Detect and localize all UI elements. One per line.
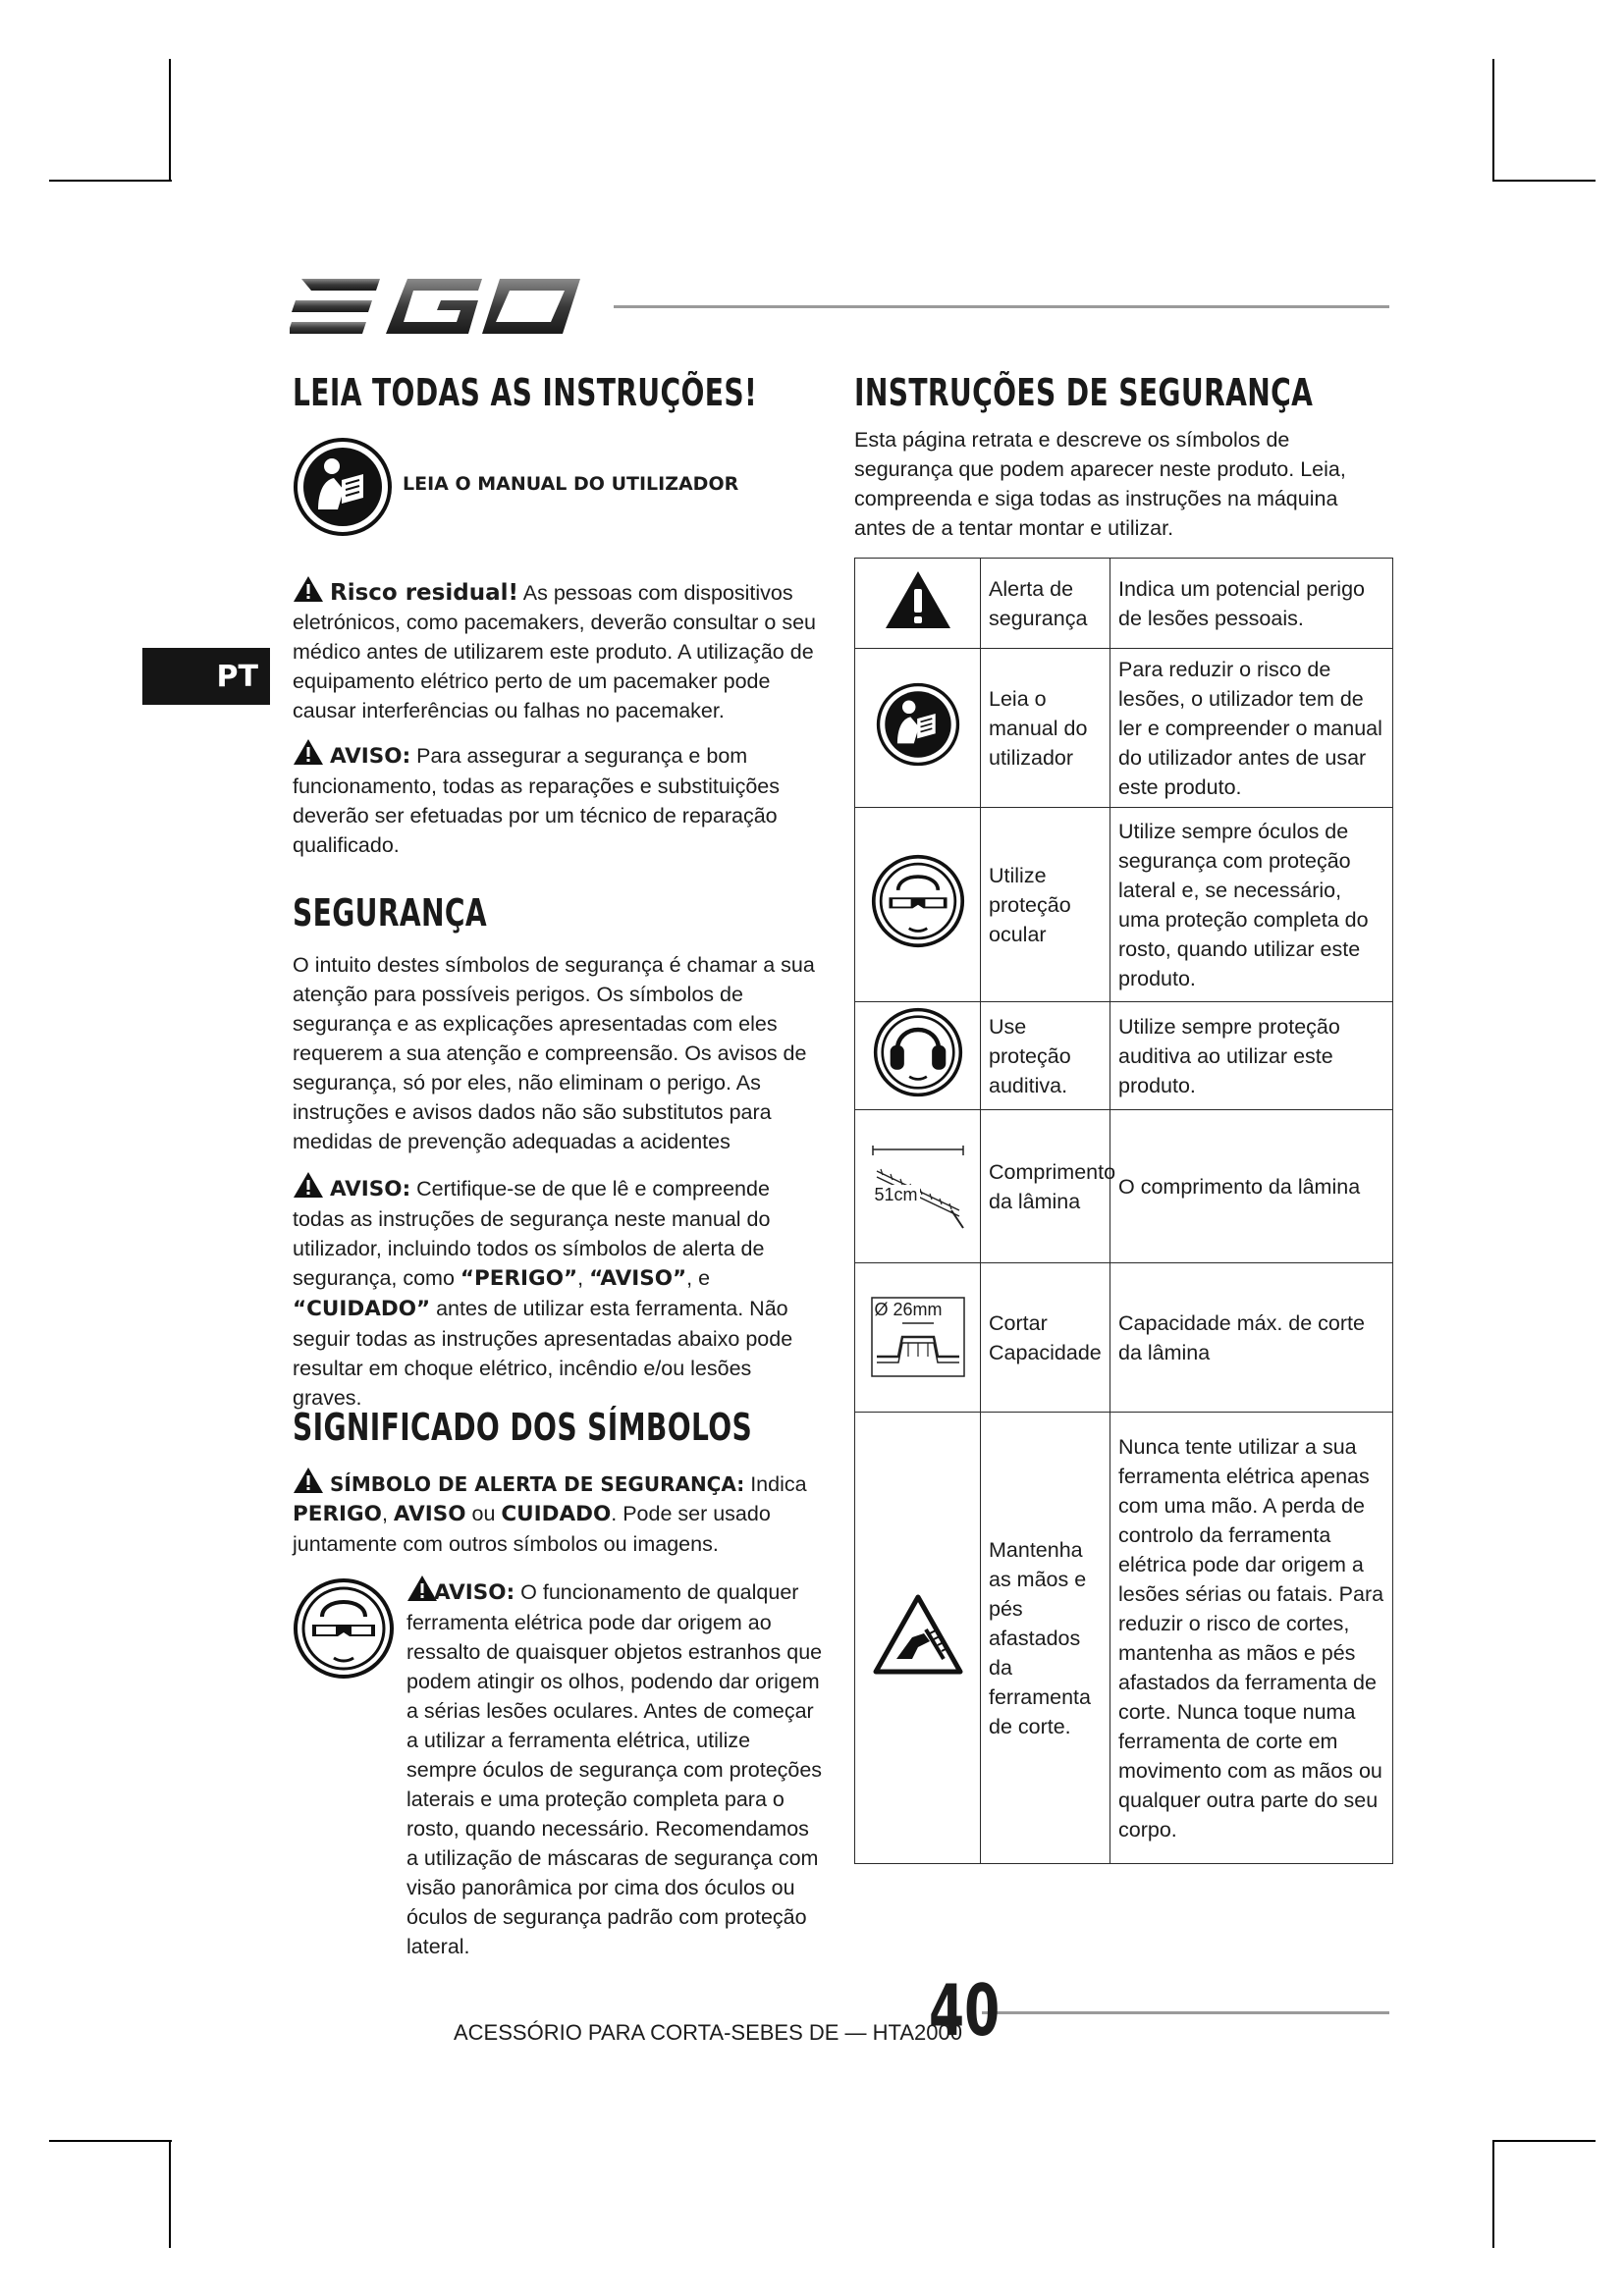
- warning-triangle-icon: [293, 575, 324, 603]
- separator: ou: [471, 1502, 496, 1525]
- safety-paragraph: O intuito destes símbolos de segurança é chamar a sua atenção para possíveis perigos. Os símbolos de segurança e as explicações apresentadas com eles requerem a sua atenção e compreensão. Os avisos de segurança, só por eles, não eliminam o perigo. As instruções e avisos dados não são substitutos para medidas de prevenção adequadas a acidentes: [293, 953, 815, 1153]
- table-cell-icon: [855, 1110, 981, 1263]
- residual-risk-text: As pessoas com dispositivos eletrónicos, como pacemakers, deverão consultar o seu médico antes de utilizarem este produto. A utilização de equipamento elétrico perto de um pacemaker pode causar interferências ou falhas no pacemaker.: [293, 581, 816, 722]
- table-cell-name: Comprimento da lâmina: [981, 1110, 1110, 1263]
- heading-symbols: SIGNIFICADO DOS SÍMBOLOS: [293, 1406, 753, 1449]
- table-row: [855, 1263, 1393, 1413]
- warning-eye-text: O funcionamento de qualquer ferramenta elétrica pode dar origem ao ressalto de quaisquer objetos estranhos que podem atingir os olhos, podendo dar origem a sérias lesões oculares. Antes de começar a utilizar a ferramenta elétrica, utilize sempre óculos de segurança com proteções laterais e uma proteção completa para o rosto, quando necessário. Recomendamos a utilização de máscaras de segurança com visão panorâmica por cima dos óculos ou óculos de segurança padrão com proteção lateral.: [406, 1580, 823, 1958]
- table-cell-meaning: Para reduzir o risco de lesões, o utilizador tem de ler e compreender o manual do utilizador antes de usar este produto.: [1110, 649, 1393, 808]
- eye-protection-icon: [293, 1577, 395, 1680]
- warning-repairs-text: Para assegurar a segurança e bom funcionamento, todas as reparações e substituições deverão ser efetuadas por um técnico de reparação qualificado.: [293, 744, 780, 857]
- table-cell-meaning: Utilize sempre proteção auditiva ao utilizar este produto.: [1110, 1002, 1393, 1110]
- table-cell-meaning: O comprimento da lâmina: [1110, 1110, 1393, 1263]
- separator: ,: [577, 1266, 584, 1290]
- table-cell-icon: [855, 649, 981, 808]
- warning-eye-title: AVISO:: [433, 1580, 515, 1605]
- warning-repairs-title: AVISO:: [329, 744, 411, 769]
- alert-symbol-text-b: . Pode ser usado juntamente com outros símbolos ou imagens.: [293, 1502, 771, 1556]
- table-cell-icon: [855, 1413, 981, 1864]
- table-cell-name: Use proteção auditiva.: [981, 1002, 1110, 1110]
- table-row: [855, 1413, 1393, 1864]
- safety-alert-icon: [884, 569, 952, 630]
- table-cell-name: Cortar Capacidade: [981, 1263, 1110, 1413]
- word-perigo: “PERIGO”: [460, 1266, 578, 1291]
- warning-triangle-icon: [293, 1171, 324, 1199]
- warning-triangle-icon: [293, 1467, 324, 1494]
- crop-mark-bottom-left-v: [169, 2140, 171, 2248]
- crop-mark-top-right-v: [1492, 59, 1494, 182]
- table-cell-icon: [855, 1002, 981, 1110]
- separator: ,: [381, 1502, 388, 1525]
- word-cuidado: “CUIDADO”: [293, 1297, 431, 1321]
- alert-symbol-text-a: Indica: [750, 1472, 807, 1496]
- table-cell-icon: [855, 559, 981, 649]
- symbols-table: [854, 558, 1393, 1864]
- eye-protection-icon: [871, 854, 965, 948]
- table-row: [855, 808, 1393, 1002]
- heading-safety: SEGURANÇA: [293, 891, 488, 934]
- heading-read-instructions: LEIA TODAS AS INSTRUÇÕES!: [293, 371, 758, 414]
- page-number: 40: [929, 1969, 1001, 2052]
- residual-risk-paragraph: [293, 575, 823, 725]
- table-cell-icon: [855, 808, 981, 1002]
- language-tab: PT: [142, 648, 270, 705]
- warning-read-all-text-a: Certifique-se de que lê e compreende todas as instruções de segurança neste manual do utilizador, incluindo todos os símbolos de alerta de segurança, como: [293, 1177, 771, 1290]
- table-cell-meaning: Nunca tente utilizar a sua ferramenta elétrica apenas com uma mão. A perda de controlo da ferramenta elétrica pode dar origem a lesões sérias ou fatais. Para reduzir o risco de cortes, mantenha as mãos e pés afastados da ferramenta de corte. Nunca toque numa ferramenta de corte em movimento com as mãos ou qualquer outra parte do seu corpo.: [1110, 1413, 1393, 1864]
- crop-mark-top-left-v: [169, 59, 171, 182]
- safety-intro: Esta página retrata e descreve os símbolos de segurança que podem aparecer neste produto. Leia, compreenda e siga todas as instruções na máquina antes de a tentar montar e utilizar.: [854, 428, 1346, 540]
- warning-read-all-text-b: antes de utilizar esta ferramenta. Não seguir todas as instruções apresentadas abaixo pode resultar em choque elétrico, incêndio e/ou lesões graves.: [293, 1297, 793, 1410]
- heading-safety-instructions: INSTRUÇÕES DE SEGURANÇA: [854, 371, 1314, 414]
- table-row: [855, 1002, 1393, 1110]
- crop-mark-top-right-h: [1492, 180, 1596, 182]
- read-manual-icon: [293, 437, 393, 537]
- keep-hands-away-icon: [873, 1594, 963, 1675]
- table-row: [855, 559, 1393, 649]
- footer-rule: [982, 2011, 1389, 2014]
- table-row: [855, 649, 1393, 808]
- warning-read-all-title: AVISO:: [329, 1177, 411, 1201]
- blade-length-icon: [869, 1142, 967, 1232]
- crop-mark-bottom-right-h: [1492, 2140, 1596, 2142]
- crop-mark-top-left-h: [49, 180, 172, 182]
- alert-symbol-title: SÍMBOLO DE ALERTA DE SEGURANÇA:: [329, 1472, 745, 1496]
- separator: , e: [686, 1266, 711, 1290]
- alert-symbol-paragraph: [293, 1467, 823, 1559]
- table-cell-meaning: Utilize sempre óculos de segurança com proteção lateral e, se necessário, uma proteção completa do rosto, quando utilizar este produto.: [1110, 808, 1393, 1002]
- table-cell-name: Leia o manual do utilizador: [981, 649, 1110, 808]
- crop-mark-bottom-right-v: [1492, 2140, 1494, 2248]
- word-cuidado: CUIDADO: [501, 1502, 612, 1526]
- table-cell-name: Utilize proteção ocular: [981, 808, 1110, 1002]
- residual-risk-title: Risco residual!: [329, 580, 518, 606]
- read-manual-icon: [876, 682, 960, 767]
- header-rule: [614, 305, 1389, 308]
- word-perigo: PERIGO: [293, 1502, 382, 1526]
- blade-length-value: 51cm: [874, 1184, 918, 1204]
- word-aviso: AVISO: [393, 1502, 466, 1526]
- footer-product-name: ACESSÓRIO PARA CORTA-SEBES DE — HTA2000: [454, 2020, 962, 2045]
- table-row: [855, 1110, 1393, 1263]
- table-cell-icon: [855, 1263, 981, 1413]
- table-cell-name: Mantenha as mãos e pés afastados da ferramenta de corte.: [981, 1413, 1110, 1864]
- table-cell-name: Alerta de segurança: [981, 559, 1110, 649]
- hearing-protection-icon: [873, 1007, 963, 1097]
- word-aviso: “AVISO”: [589, 1266, 687, 1291]
- read-manual-label: LEIA O MANUAL DO UTILIZADOR: [403, 473, 739, 495]
- table-cell-meaning: Indica um potencial perigo de lesões pessoais.: [1110, 559, 1393, 649]
- warning-eye-paragraph: [406, 1575, 824, 1961]
- table-cell-meaning: Capacidade máx. de corte da lâmina: [1110, 1263, 1393, 1413]
- ego-logo: [290, 273, 584, 342]
- cutting-capacity-icon: [869, 1294, 967, 1382]
- crop-mark-bottom-left-h: [49, 2140, 172, 2142]
- cutting-capacity-value: Ø 26mm: [874, 1299, 943, 1319]
- warning-repairs-paragraph: [293, 738, 818, 860]
- warning-triangle-icon: [293, 738, 324, 766]
- warning-read-all-paragraph: [293, 1171, 823, 1413]
